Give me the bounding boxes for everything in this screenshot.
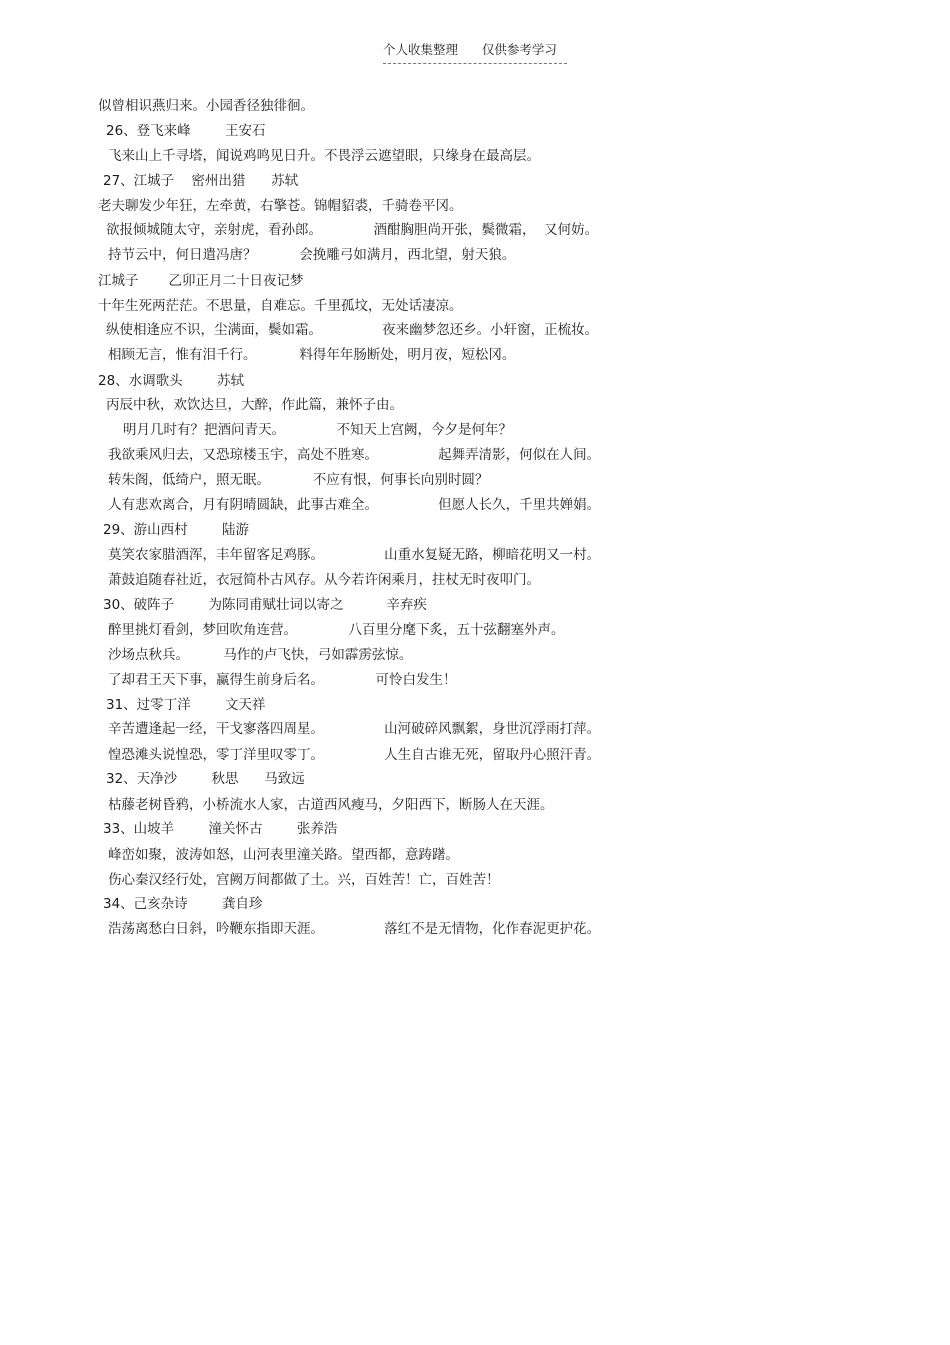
- text-line: 我欲乘风归去，又恐琼楼玉宇，高处不胜寒。 起舞弄清影，何似在人间。: [108, 447, 601, 463]
- poem-title: 29、游山西村 陆游: [103, 522, 250, 538]
- text-line: 转朱阁，低绮户，照无眠。 不应有恨，何事长向别时圆？: [108, 472, 489, 488]
- poem-title: 26、登飞来峰 王安石: [106, 123, 266, 139]
- text-line: 沙场点秋兵。 马作的卢飞快，弓如霹雳弦惊。: [108, 647, 413, 663]
- text-line: 相顾无言，惟有泪千行。 料得年年肠断处，明月夜，短松冈。: [108, 347, 516, 363]
- poem-title: 江城子 乙卯正月二十日夜记梦: [98, 273, 304, 289]
- text-line: 萧鼓追随春社近，衣冠简朴古风存。从今若许闲乘月，拄杖无时夜叩门。: [108, 572, 540, 588]
- text-line: 持节云中，何日遣冯唐？ 会挽雕弓如满月，西北望，射天狼。: [108, 247, 516, 263]
- poem-title: 30、破阵子 为陈同甫赋壮词以寄之 辛弃疾: [103, 597, 427, 613]
- poem-title: 33、山坡羊 潼关怀古 张养浩: [103, 821, 338, 837]
- text-line: 伤心秦汉经行处，宫阙万间都做了土。兴，百姓苦！亡，百姓苦！: [108, 872, 500, 888]
- page-header: 个人收集整理 仅供参考学习: [383, 40, 567, 64]
- poem-title: 32、天净沙 秋思 马致远: [106, 771, 305, 787]
- text-line: 了却君王天下事，赢得生前身后名。 可怜白发生！: [108, 672, 457, 688]
- poem-title: 27、江城子 密州出猎 苏轼: [103, 173, 299, 189]
- text-line: 浩荡离愁白日斜，吟鞭东指即天涯。 落红不是无情物，化作春泥更护花。: [108, 921, 601, 937]
- text-line: 欲报倾城随太守，亲射虎，看孙郎。 酒酣胸胆尚开张，鬓微霜， 又何妨。: [106, 222, 599, 238]
- text-line: 峰峦如聚，波涛如怒，山河表里潼关路。望西都，意踌躇。: [108, 847, 459, 863]
- text-line: 明月几时有？把酒问青天。 不知天上宫阙，今夕是何年？: [123, 422, 512, 438]
- text-line: 老夫聊发少年狂，左牵黄，右擎苍。锦帽貂裘，千骑卷平冈。: [98, 198, 463, 214]
- text-line: 纵使相逢应不识，尘满面，鬓如霜。 夜来幽梦忽还乡。小轩窗，正梳妆。: [106, 322, 599, 338]
- poem-title: 31、过零丁洋 文天祥: [106, 697, 266, 713]
- text-line: 醉里挑灯看剑，梦回吹角连营。 八百里分麾下炙，五十弦翻塞外声。: [108, 622, 565, 638]
- text-line: 人有悲欢离合，月有阴晴圆缺，此事古难全。 但愿人长久，千里共婵娟。: [108, 497, 601, 513]
- text-line: 枯藤老树昏鸦，小桥流水人家，古道西风瘦马，夕阳西下，断肠人在天涯。: [108, 797, 554, 813]
- text-line: 丙辰中秋，欢饮达旦，大醉，作此篇，兼怀子由。: [106, 397, 403, 413]
- text-line: 莫笑农家腊酒浑，丰年留客足鸡豚。 山重水复疑无路，柳暗花明又一村。: [108, 547, 601, 563]
- text-line: 惶恐滩头说惶恐，零丁洋里叹零丁。 人生自古谁无死，留取丹心照汗青。: [108, 747, 601, 763]
- text-line: 十年生死两茫茫。不思量，自难忘。千里孤坟，无处话凄凉。: [98, 298, 463, 314]
- text-line: 辛苦遭逢起一经，干戈寥落四周星。 山河破碎风飘絮，身世沉浮雨打萍。: [108, 721, 601, 737]
- poem-title: 34、己亥杂诗 龚自珍: [103, 896, 263, 912]
- text-line: 飞来山上千寻塔，闻说鸡鸣见日升。不畏浮云遮望眼，只缘身在最高层。: [108, 148, 540, 164]
- poem-title: 28、水调歌头 苏轼: [98, 373, 245, 389]
- text-line: 似曾相识燕归来。小园香径独徘徊。: [98, 98, 314, 114]
